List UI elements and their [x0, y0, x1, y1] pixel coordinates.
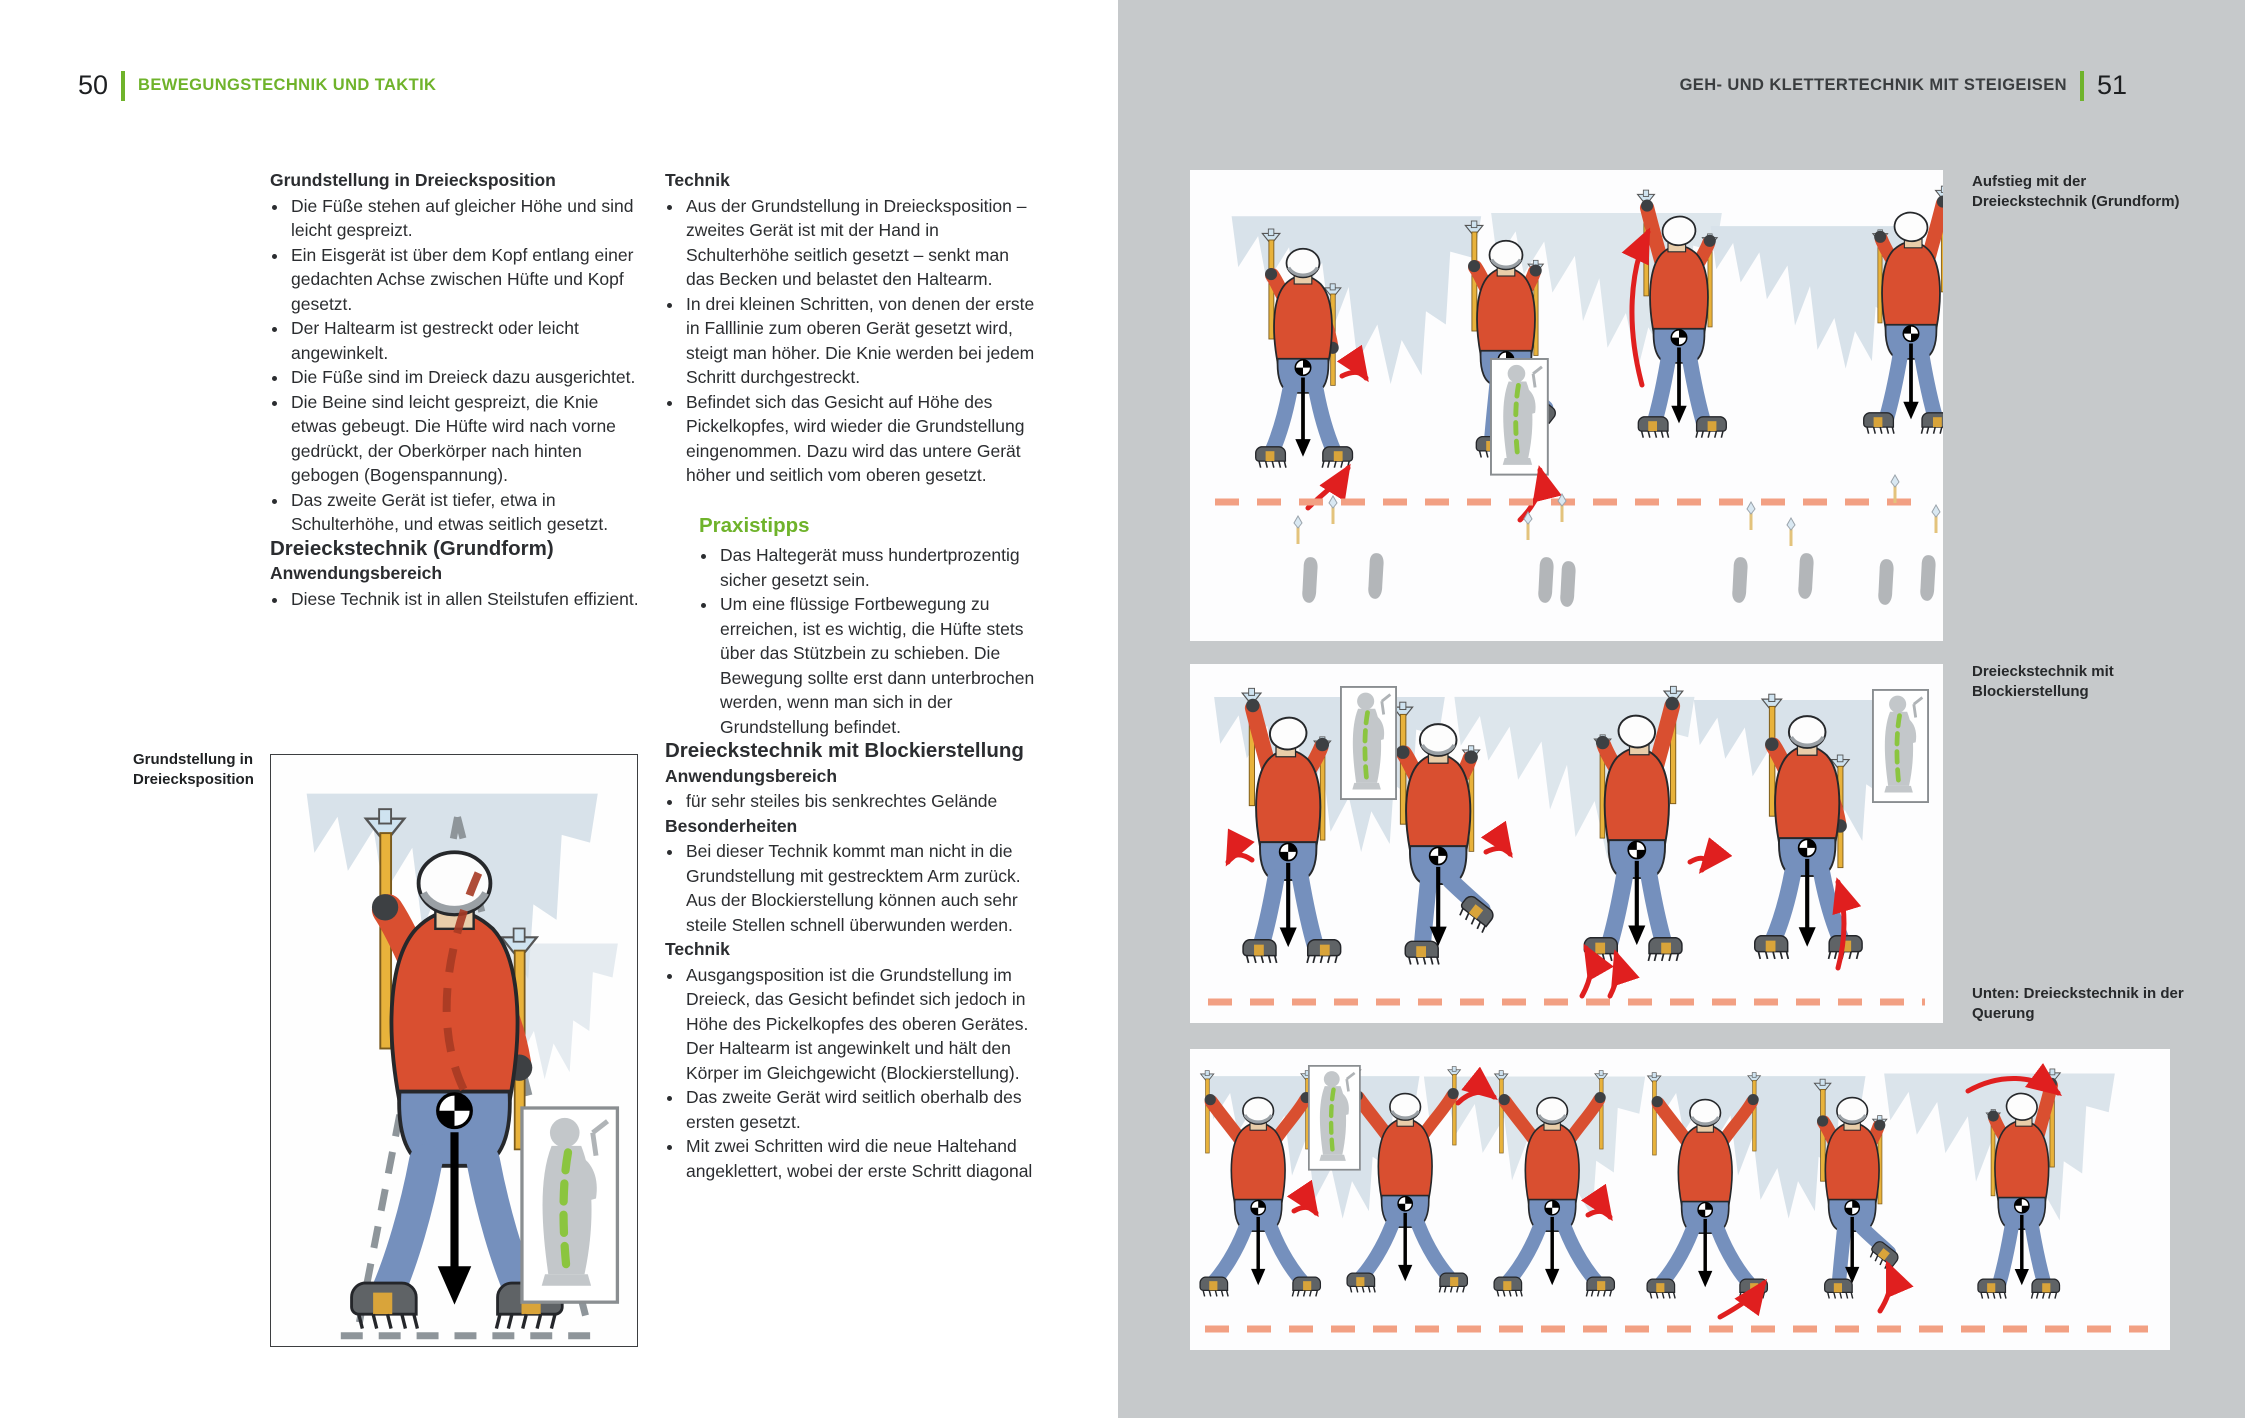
panel-querung: [1190, 1049, 2170, 1350]
crampon-footprints: [1294, 475, 1940, 607]
panel-ascent-grundform: [1190, 170, 1943, 641]
caption-blockierstellung: Dreieckstechnik mit Blockierstellung: [1972, 663, 2114, 700]
left-section-title: BEWEGUNGSTECHNIK UND TAKTIK: [138, 76, 437, 94]
ascent-sequence-svg: [1190, 170, 1943, 641]
list-item: • Befindet sich das Gesicht auf Höhe des Pickelkopfes, wird wieder die Grundstellung eingenommen. Dazu wird das untere Gerät höher und seitlich vom oberen gesetzt.: [684, 390, 1035, 488]
climber-figure: [1494, 1071, 1614, 1297]
list-item: • Das zweite Gerät wird seitlich oberhalb des ersten gesetzt.: [684, 1085, 1035, 1134]
header-divider: [2080, 71, 2084, 101]
list-item: • Die Füße stehen auf gleicher Höhe und sind leicht gespreizt.: [289, 194, 640, 243]
figure-grundstellung-illustration: [270, 754, 638, 1347]
technik-2-list: [665, 963, 1035, 1184]
technik-list: [665, 194, 1035, 488]
heading-technik: Technik: [665, 170, 730, 190]
list-item: • Der Haltearm ist gestreckt oder leicht angewinkelt.: [289, 316, 640, 365]
right-page-header: [1680, 70, 2127, 101]
list-item: • für sehr steiles bis senkrechtes Gelände: [684, 789, 1035, 814]
caption-querung: Unten: Dreieckstechnik in der Querung: [1972, 985, 2184, 1022]
list-item: • Um eine flüssige Fortbewegung zu erreichen, ist es wichtig, die Hüfte stets über das Stützbein zu schieben. Die Bewegung sollte erst dann unterbrochen werden, wenn man sich in der Grundstellung befindet.: [718, 592, 1035, 739]
grundstellung-list: [270, 194, 640, 537]
heading-grundstellung: Grundstellung in Dreiecksposition: [270, 170, 556, 190]
blockierstellung-sequence-svg: [1190, 664, 1943, 1023]
besonderheiten-list: [665, 839, 1035, 937]
querung-sequence-svg: [1190, 1049, 2170, 1350]
heading-dreieckstechnik-grundform: Dreieckstechnik (Grundform): [270, 536, 554, 560]
side-view-silhouette-inset: [1873, 690, 1928, 802]
left-column-1: [270, 168, 640, 611]
anwendungsbereich-2-list: [665, 789, 1035, 814]
list-item: • Aus der Grundstellung in Dreiecksposition – zweites Gerät ist mit der Hand in Schulterhöhe seitlich gesetzt – senkt man das Becken und belastet den Haltearm.: [684, 194, 1035, 292]
side-view-silhouette-inset: [1341, 687, 1396, 799]
panel-blockierstellung: [1190, 664, 1943, 1023]
left-column-2: [665, 168, 1035, 1183]
left-page-number: 50: [78, 70, 109, 100]
list-item: • Mit zwei Schritten wird die neue Haltehand angeklettert, wobei der erste Schritt diagonal: [684, 1134, 1035, 1183]
praxistipps-list: [699, 543, 1035, 739]
header-divider: [121, 71, 125, 101]
climber-figure: [1200, 1071, 1320, 1297]
heading-anwendungsbereich: Anwendungsbereich: [270, 563, 443, 583]
heading-blockierstellung: Dreieckstechnik mit Blockierstellung: [665, 739, 1024, 762]
list-item: • In drei kleinen Schritten, von denen der erste in Falllinie zum oberen Gerät gesetzt wird, steigt man höher. Die Knie werden bei jedem Schritt durchgestreckt.: [684, 292, 1035, 390]
list-item: • Diese Technik ist in allen Steilstufen effizient.: [289, 587, 640, 612]
heading-technik-2: Technik: [665, 939, 730, 959]
left-page-header: [78, 70, 436, 101]
side-view-silhouette-inset: [522, 1108, 617, 1302]
list-item: • Das zweite Gerät ist tiefer, etwa in Schulterhöhe, und etwas seitlich gesetzt.: [289, 488, 640, 537]
right-page-number: 51: [2096, 70, 2127, 100]
climber-figure: [1647, 1073, 1767, 1299]
caption-aufstieg-grundform: Aufstieg mit der Dreieckstechnik (Grundform): [1972, 173, 2180, 210]
heading-praxistipps: Praxistipps: [699, 513, 810, 537]
list-item: • Bei dieser Technik kommt man nicht in die Grundstellung mit gestrecktem Arm zurück. Aus der Blockierstellung können auch sehr steile Stellen schnell überwunden werden.: [684, 839, 1035, 937]
movement-arrows: [1228, 848, 1844, 996]
list-item: • Ein Eisgerät ist über dem Kopf entlang einer gedachten Achse zwischen Hüfte und Kopf gesetzt.: [289, 243, 640, 317]
praxistipps-block: [699, 514, 1035, 740]
side-view-silhouette-inset: [1491, 359, 1548, 475]
right-section-title: GEH- UND KLETTERTECHNIK MIT STEIGEISEN: [1679, 76, 2067, 94]
list-item: • Ausgangsposition ist die Grundstellung im Dreieck, das Gesicht befindet sich jedoch in Höhe des Pickelkopfes des oberen Gerätes. Der Haltearm ist angewinkelt und hält den Körper im Gleichgewicht (Blockierstellung).: [684, 963, 1035, 1086]
anwendungsbereich-list: [270, 587, 640, 612]
list-item: • Die Füße sind im Dreieck dazu ausgerichtet.: [289, 365, 640, 390]
list-item: • Das Haltegerät muss hundertprozentig sicher gesetzt sein.: [718, 543, 1035, 592]
side-view-silhouette-inset: [1309, 1066, 1360, 1170]
figure-caption-grundstellung: Grundstellung in Dreiecksposition: [133, 751, 254, 788]
heading-besonderheiten: Besonderheiten: [665, 815, 798, 836]
grundstellung-figure-svg: [271, 755, 637, 1346]
heading-anwendungsbereich-2: Anwendungsbereich: [665, 765, 838, 786]
climber-figure: [1864, 186, 1943, 434]
list-item: • Die Beine sind leicht gespreizt, die Knie etwas gebeugt. Die Hüfte wird nach vorne gedrückt, der Oberkörper nach hinten gebogen (Bogenspannung).: [289, 390, 640, 488]
